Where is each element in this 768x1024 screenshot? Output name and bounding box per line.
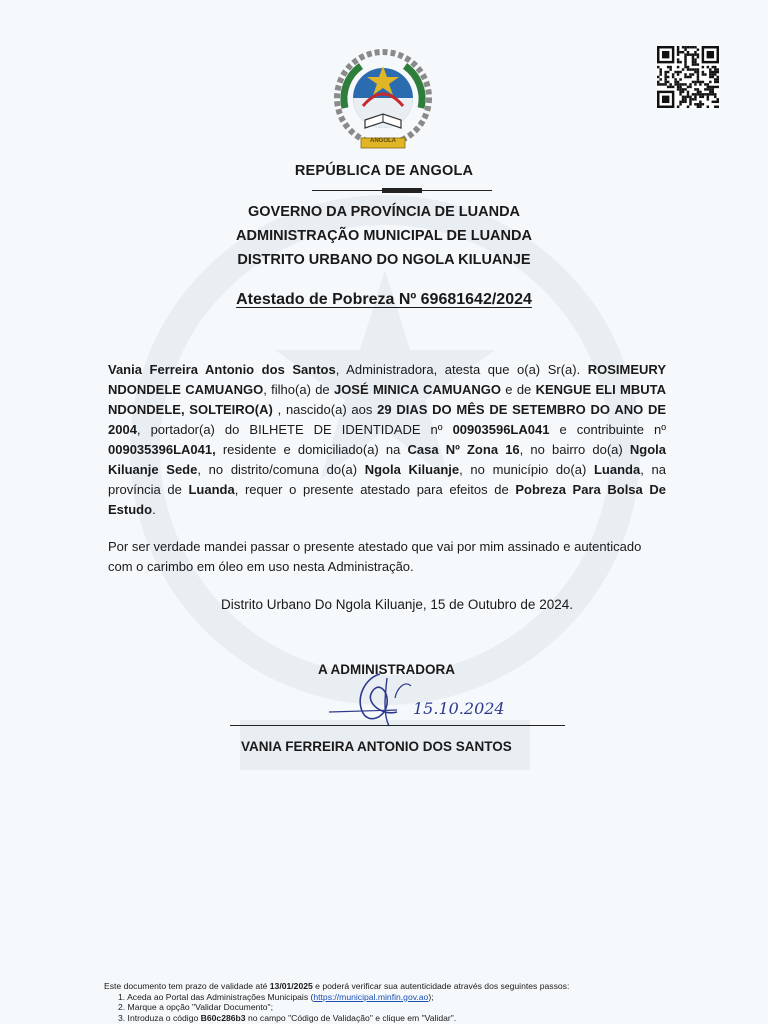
qr-code-icon[interactable] <box>657 46 719 108</box>
portal-link[interactable]: https://municipal.minfin.gov.ao <box>313 991 429 1002</box>
emblem-label: ANGOLA <box>370 138 396 144</box>
valid-until-date: 13/01/2025 <box>269 981 313 991</box>
province-government-heading: GOVERNO DA PROVÍNCIA DE LUANDA <box>247 204 521 220</box>
heading-divider <box>312 190 492 191</box>
republic-heading: REPÚBLICA DE ANGOLA <box>294 163 474 179</box>
attestation-segment: , nascido(a) aos <box>272 402 378 417</box>
handwritten-signature-icon <box>325 668 515 730</box>
attestation-segment: Luanda <box>188 482 235 497</box>
attestation-segment: KENGUE ELI MBUTA NDONDELE, SOLTEIRO(A) <box>108 382 666 417</box>
step-3: 3. Introduza o código B60c286b3 no campo "Código de Validação" e clique em "Validar". <box>118 1012 457 1023</box>
attestation-paragraph <box>108 360 666 520</box>
municipal-administration-heading: ADMINISTRAÇÃO MUNICIPAL DE LUANDA <box>236 228 532 244</box>
declaration-paragraph: Por ser verdade mandei passar o presente atestado que vai por mim assinado e autenticado com o carimbo em óleo em uso nesta Administração. <box>108 539 642 574</box>
attestation-segment: 29 DIAS DO MÊS DE SETEMBRO DO ANO DE 2004 <box>108 402 667 437</box>
attestation-segment: 009035396LA041, <box>108 442 216 457</box>
attestation-segment: , no município do(a) <box>459 462 594 477</box>
attestation-segment: e contribuinte nº <box>549 422 666 437</box>
attestation-segment: , no distrito/comuna do(a) <box>197 462 365 477</box>
attestation-segment: e de <box>500 382 536 397</box>
attestation-segment: , no bairro do(a) <box>519 442 630 457</box>
urban-district-heading: DISTRITO URBANO DO NGOLA KILUANJE <box>237 252 531 268</box>
attestation-segment: ROSIMEURY NDONDELE CAMUANGO <box>108 362 667 397</box>
attestation-segment: , na província de <box>108 462 666 497</box>
attestation-segment: Ngola Kiluanje <box>364 462 460 477</box>
attestation-segment: Ngola Kiluanje Sede <box>108 442 666 477</box>
attestation-segment: JOSÉ MINICA CAMUANGO <box>333 382 501 397</box>
attestation-segment: Casa Nº Zona 16 <box>407 442 520 457</box>
signatory-name: VANIA FERREIRA ANTONIO DOS SANTOS <box>241 739 512 754</box>
attestation-segment: . <box>152 502 156 517</box>
attestation-segment: Vania Ferreira Antonio dos Santos <box>108 362 336 377</box>
attestation-segment: , portador(a) do BILHETE DE IDENTIDADE nº <box>136 422 453 437</box>
attestation-segment: Pobreza Para Bolsa De Estudo <box>108 482 667 517</box>
attestation-segment: , requer o presente atestado para efeitos de <box>234 482 516 497</box>
validation-code: B60c286b3 <box>200 1012 246 1023</box>
attestation-segment: , Administradora, atesta que o(a) Sr(a). <box>335 362 588 377</box>
step-2: 2. Marque a opção "Validar Documento"; <box>118 1002 273 1012</box>
signatory-role: A ADMINISTRADORA <box>318 662 455 677</box>
attestation-segment: , filho(a) de <box>263 382 334 397</box>
date-line: Distrito Urbano Do Ngola Kiluanje, 15 de Outubro de 2024. <box>221 597 573 612</box>
footer-intro: Este documento tem prazo de validade até 13/01/2025 e poderá verificar sua autenticidade através dos seguintes passos: <box>104 981 570 991</box>
attestation-segment: Luanda <box>593 462 641 477</box>
signature-line <box>230 725 565 726</box>
attestation-segment: residente e domiciliado(a) na <box>215 442 408 457</box>
document-title: Atestado de Pobreza Nº 69681642/2024 <box>236 291 532 308</box>
attestation-segment: 00903596LA041 <box>452 422 550 437</box>
step-1: 1. Aceda ao Portal das Administrações Municipais (https://municipal.minfin.gov.ao); <box>118 991 434 1002</box>
validation-footer <box>104 981 724 1023</box>
signature-date: 15.10.2024 <box>413 699 505 718</box>
validation-steps <box>104 992 724 1024</box>
